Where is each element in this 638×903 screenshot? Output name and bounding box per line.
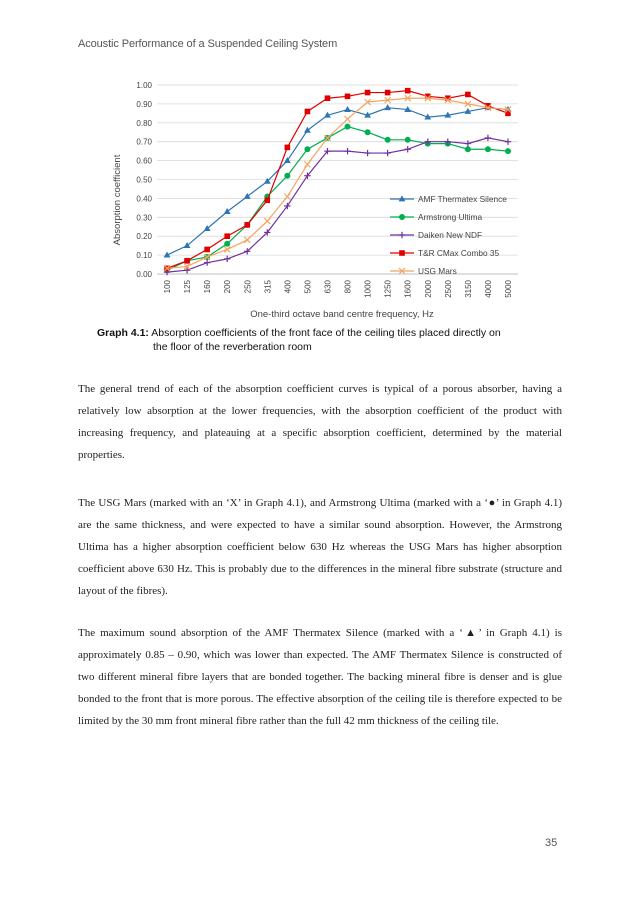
y-tick-label: 0.00: [136, 270, 152, 279]
x-tick-label: 400: [283, 280, 293, 294]
chart-grid: [157, 85, 518, 274]
data-point: [465, 92, 471, 98]
y-tick-label: 0.60: [136, 156, 152, 166]
data-point: [384, 150, 390, 156]
legend-item: [390, 230, 482, 240]
data-point: [405, 88, 411, 94]
x-tick-label: 200: [223, 280, 233, 294]
running-header: Acoustic Performance of a Suspended Ceiling System: [78, 38, 338, 50]
data-point: [385, 90, 391, 96]
data-point: [365, 129, 371, 135]
data-point: [304, 127, 311, 133]
data-point: [505, 139, 511, 145]
body-paragraph: The general trend of each of the absorption coefficient curves is typical of a porous absorber, having a relatively low absorption at the lower frequencies, with the absorption coefficient of the product with increasing frequency, and plateauing at a specific absorption coefficient, determined by the material properties.: [78, 383, 562, 461]
x-tick-label: 2000: [423, 280, 433, 298]
figure-caption: [97, 326, 537, 354]
x-tick-label: 250: [243, 280, 253, 294]
x-tick-label: 160: [203, 280, 213, 294]
x-tick-label: 1000: [363, 280, 373, 298]
x-tick-label: 630: [323, 280, 333, 294]
legend-item: [390, 212, 482, 222]
legend-label: AMF Thermatex Silence: [418, 194, 507, 204]
legend-marker: [399, 250, 405, 256]
x-tick-label: 3150: [463, 280, 473, 298]
data-point: [304, 146, 310, 152]
data-point: [365, 90, 371, 96]
absorption-chart: [90, 72, 540, 322]
data-point: [204, 247, 210, 253]
y-tick-label: 0.20: [136, 232, 152, 242]
data-point: [284, 173, 290, 179]
x-axis-label: One-third octave band centre frequency, Hz: [250, 309, 434, 320]
y-tick-label: 0.90: [136, 99, 152, 109]
legend-label: T&R CMax Combo 35: [418, 248, 500, 258]
legend-label: Daiken New NDF: [418, 230, 483, 240]
x-tick-label: 5000: [503, 280, 513, 298]
data-point: [244, 193, 251, 199]
legend-marker: [399, 214, 405, 220]
legend-marker: [399, 232, 405, 238]
data-point: [485, 146, 491, 152]
y-tick-label: 0.10: [136, 251, 152, 261]
legend-label: USG Mars: [418, 266, 457, 276]
legend-item: [390, 248, 500, 258]
x-tick-label: 125: [183, 280, 193, 294]
data-point: [404, 146, 410, 152]
data-point: [244, 237, 250, 243]
data-point: [265, 197, 271, 203]
data-point: [204, 259, 210, 265]
legend-item: [390, 194, 507, 204]
data-point: [384, 104, 391, 110]
page-number: 35: [545, 837, 558, 849]
x-tick-label: 800: [343, 280, 353, 294]
data-point: [264, 218, 270, 224]
data-point: [345, 124, 351, 130]
series-usg-mars: [164, 95, 511, 271]
data-point: [285, 145, 291, 151]
chart-legend: [390, 194, 507, 276]
x-tick-label: 100: [163, 280, 173, 294]
data-point: [325, 95, 331, 101]
data-point: [304, 161, 310, 167]
data-point: [224, 208, 231, 214]
data-point: [485, 135, 491, 141]
y-tick-label: 0.80: [136, 118, 152, 128]
caption-text-line2: the floor of the reverberation room: [153, 341, 312, 353]
x-tick-label: 2500: [443, 280, 453, 298]
y-tick-label: 0.30: [136, 213, 152, 223]
data-point: [244, 222, 250, 228]
data-point: [385, 137, 391, 143]
y-tick-label: 0.40: [136, 194, 152, 204]
data-point: [344, 106, 351, 112]
x-tick-label: 1600: [403, 280, 413, 298]
data-point: [224, 233, 230, 239]
x-tick-label: 4000: [483, 280, 493, 298]
caption-text-line1: Absorption coefficients of the front face of the ceiling tiles placed directly on: [151, 327, 501, 339]
data-point: [345, 94, 351, 100]
data-point: [345, 116, 351, 122]
data-point: [405, 137, 411, 143]
y-axis-label: Absorption coefficient: [112, 154, 123, 246]
x-tick-label: 1250: [383, 280, 393, 298]
data-point: [364, 150, 370, 156]
data-point: [184, 258, 190, 264]
x-tick-label: 315: [263, 280, 273, 294]
body-paragraph: The USG Mars (marked with an ‘X’ in Graph 4.1), and Armstrong Ultima (marked with a ‘●’ in Graph 4.1) are the same thickness, and were expected to have a similar sound absorption. However, the Armstrong Ultima has a higher absorption coefficient below 630 Hz whereas the USG Mars has higher absorption coefficient above 630 Hz. This is probably due to the differences in the mineral fibre substrate (structure and layout of the fibres).: [78, 497, 562, 597]
x-tick-label: 500: [303, 280, 313, 294]
data-point: [305, 109, 311, 115]
y-tick-label: 0.50: [136, 175, 152, 185]
data-point: [344, 148, 350, 154]
y-tick-label: 0.70: [136, 137, 152, 147]
legend-label: Armstrong Ultima: [418, 212, 483, 222]
data-point: [505, 148, 511, 154]
data-point: [465, 146, 471, 152]
y-tick-label: 1.00: [136, 81, 152, 90]
body-paragraph: The maximum sound absorption of the AMF Thermatex Silence (marked with a ‘▲’ in Graph 4.1) is approximately 0.85 – 0.90, which was lower than expected. The AMF Thermatex Silence is constructed of two different mineral fibre layers that are bonded together. The backing mineral fibre is denser and is glue bonded to the front that is more porous. The effective absorption of the ceiling tile is therefore expected to be limited by the 30 mm front mineral fibre rather than the full 42 mm thickness of the ceiling tile.: [78, 627, 562, 727]
data-point: [224, 241, 230, 247]
caption-label: Graph 4.1:: [97, 327, 149, 339]
data-point: [224, 246, 230, 252]
data-point: [224, 256, 230, 262]
